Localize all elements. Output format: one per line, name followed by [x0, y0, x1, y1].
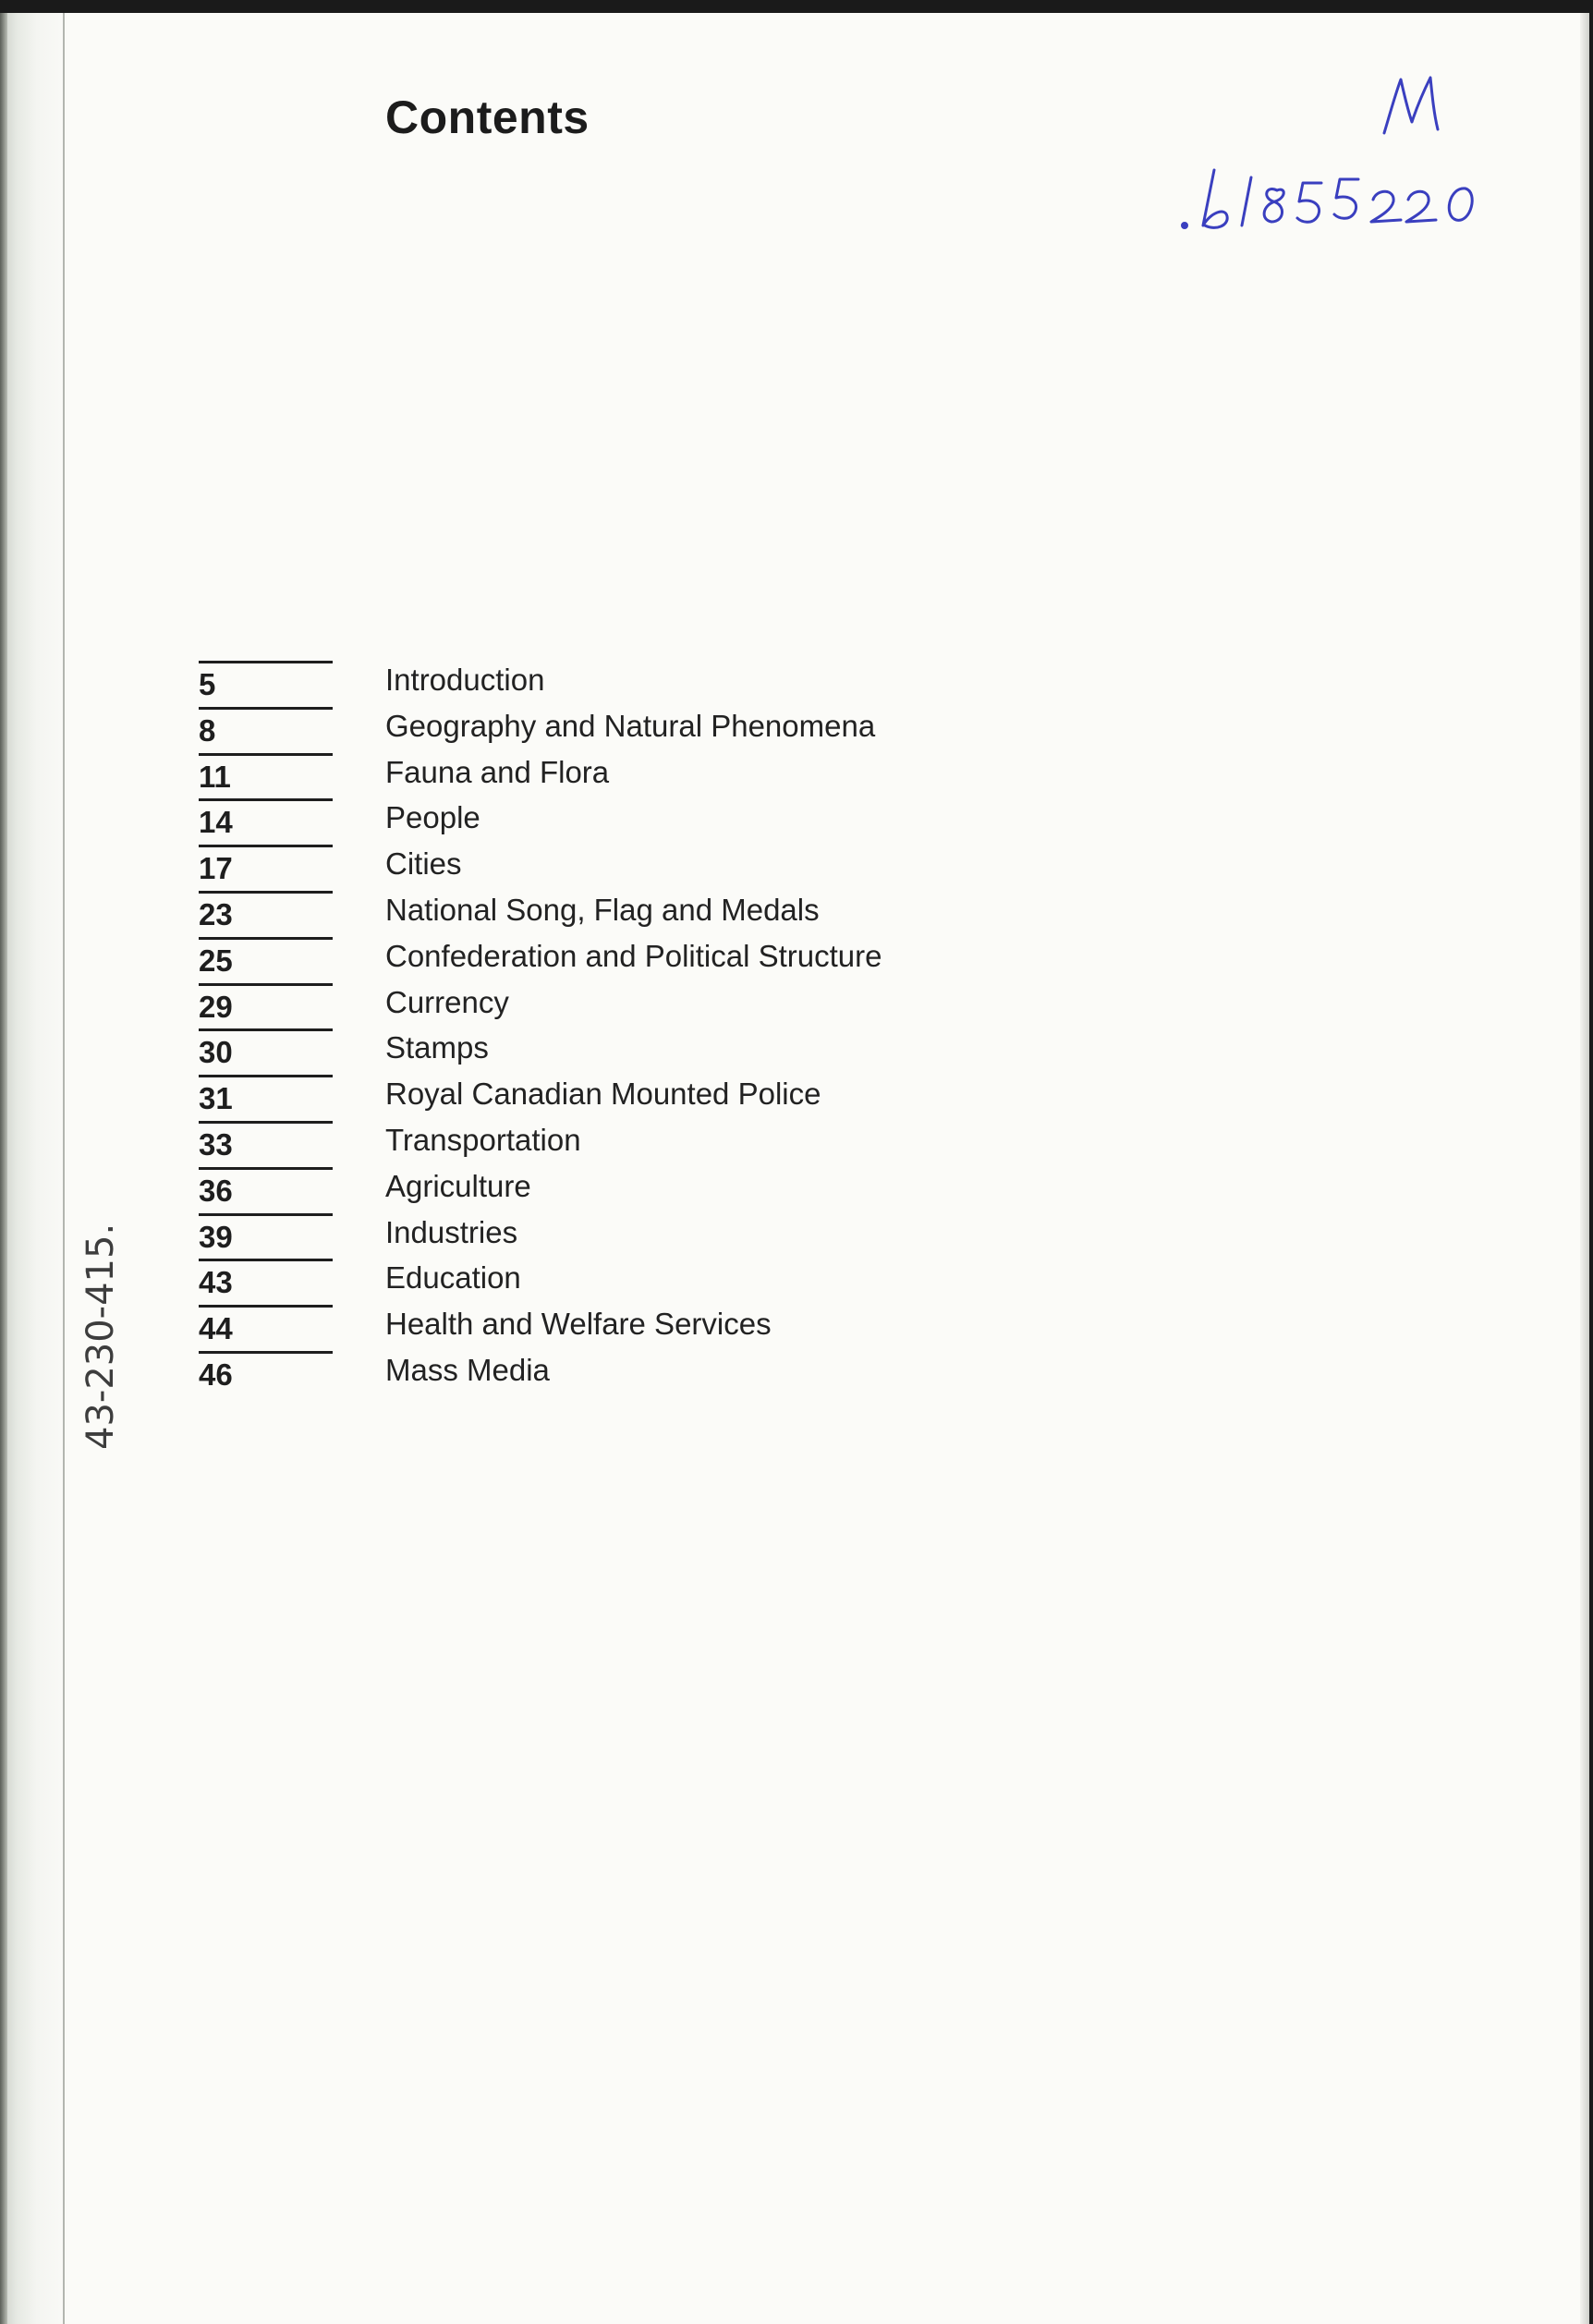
toc-page-number: 5	[199, 661, 333, 700]
binding-strip	[0, 13, 67, 2324]
toc-entry	[199, 1253, 1030, 1299]
toc-entry-title: Stamps	[385, 1030, 489, 1065]
toc-page-number: 25	[199, 937, 333, 977]
toc-entry	[199, 1299, 1030, 1345]
toc-page-number: 36	[199, 1167, 333, 1207]
toc-entry	[199, 748, 1030, 794]
toc-page-number: 29	[199, 983, 333, 1023]
toc-entry-title: Mass Media	[385, 1352, 550, 1387]
margin-note-text: 43-230-415.	[79, 1223, 122, 1450]
toc-page-number: 39	[199, 1213, 333, 1253]
toc-entry	[199, 1208, 1030, 1254]
handwritten-mark	[1377, 68, 1451, 142]
toc-entry-title: Industries	[385, 1214, 518, 1249]
toc-page-number: 11	[199, 753, 333, 793]
toc-page-number: 43	[199, 1259, 333, 1298]
toc-entry	[199, 1162, 1030, 1208]
toc-page-number: 31	[199, 1075, 333, 1114]
toc-entry	[199, 839, 1030, 885]
toc-entry	[199, 1345, 1030, 1392]
toc-entry	[199, 885, 1030, 931]
toc-entry-title: Fauna and Flora	[385, 754, 610, 789]
toc-entry-title: National Song, Flag and Medals	[385, 892, 820, 927]
toc-entry-title: People	[385, 800, 480, 835]
toc-entry-title: Currency	[385, 984, 509, 1019]
page-right-edge	[1580, 13, 1589, 2324]
toc-entry	[199, 793, 1030, 839]
table-of-contents	[199, 655, 1030, 1392]
toc-page-number: 8	[199, 707, 333, 747]
toc-entry-title: Education	[385, 1260, 521, 1296]
toc-entry	[199, 931, 1030, 978]
toc-page-number: 14	[199, 798, 333, 838]
toc-entry	[199, 701, 1030, 748]
binding-shadow	[0, 13, 7, 2324]
toc-entry-title: Health and Welfare Services	[385, 1307, 772, 1342]
binding-edge	[63, 13, 65, 2324]
handwritten-margin-note	[76, 1150, 131, 1464]
toc-entry-title: Transportation	[385, 1122, 581, 1157]
toc-entry-title: Geography and Natural Phenomena	[385, 708, 876, 743]
toc-page-number: 46	[199, 1351, 333, 1391]
toc-entry-title: Agriculture	[385, 1168, 531, 1203]
toc-entry	[199, 1115, 1030, 1162]
toc-page-number: 33	[199, 1121, 333, 1161]
toc-page-number: 23	[199, 891, 333, 931]
toc-page-number: 30	[199, 1028, 333, 1068]
toc-entry-title: Cities	[385, 846, 462, 882]
toc-entry-title: Introduction	[385, 663, 545, 697]
toc-page-number: 17	[199, 845, 333, 884]
handwritten-catalog-number	[1173, 161, 1497, 253]
toc-entry-title: Royal Canadian Mounted Police	[385, 1077, 821, 1112]
toc-entry	[199, 1023, 1030, 1069]
toc-entry	[199, 978, 1030, 1024]
toc-entry	[199, 655, 1030, 701]
page-title: Contents	[385, 91, 590, 143]
document-page	[0, 13, 1589, 2324]
toc-entry-title: Confederation and Political Structure	[385, 938, 882, 973]
toc-page-number: 44	[199, 1305, 333, 1345]
toc-entry	[199, 1069, 1030, 1115]
